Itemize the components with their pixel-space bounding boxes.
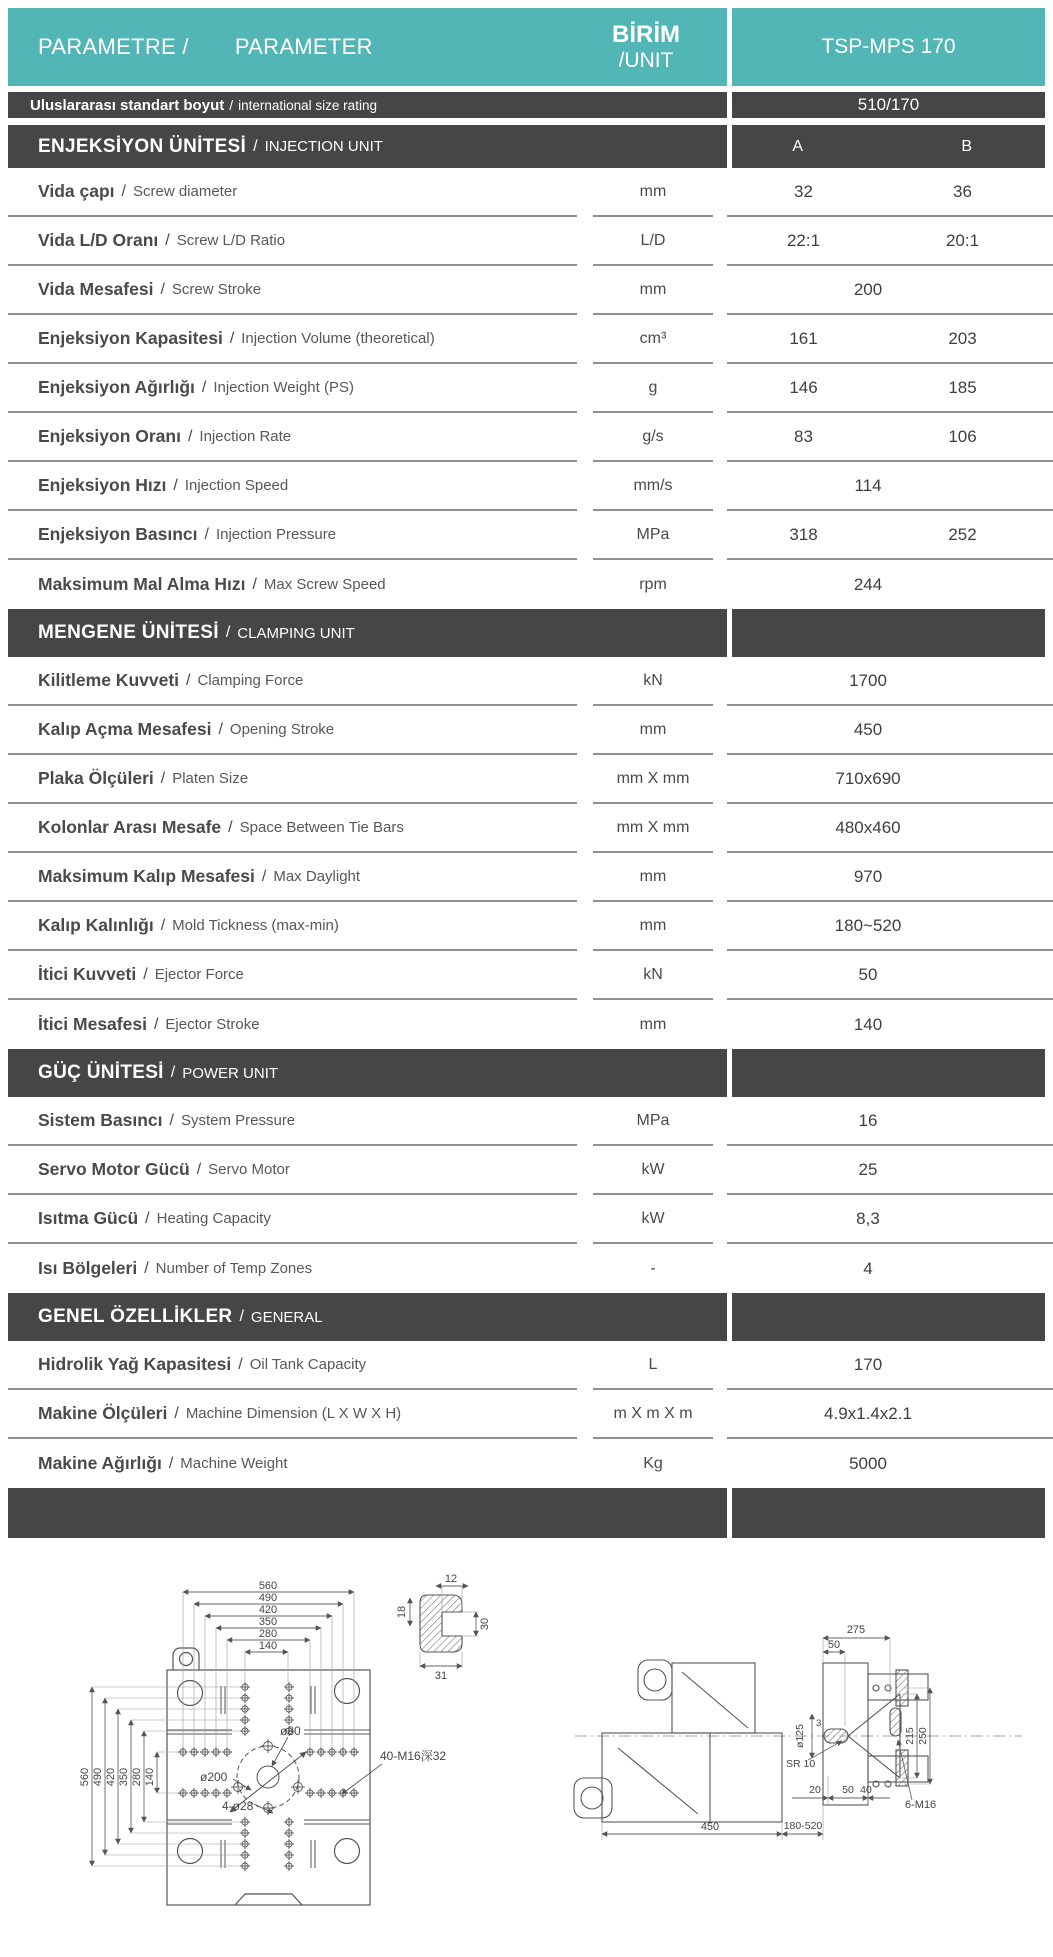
dim-label: 140 — [144, 1767, 156, 1787]
value-span: 4 — [863, 1258, 873, 1278]
table-row: Kilitleme Kuvveti / Clamping Force kN 1700 — [8, 657, 1053, 706]
column-b-header: B — [961, 137, 973, 155]
dim-label: 140 — [258, 1640, 278, 1652]
dim-label: 18 — [396, 1605, 408, 1619]
section-title-tr: ENJEKSİYON ÜNİTESİ — [38, 135, 247, 157]
table-header — [8, 8, 1053, 86]
value-b: 36 — [953, 181, 972, 201]
tslot-detail — [396, 1573, 491, 1682]
table-row: Sistem Basıncı / System Pressure MPa 16 — [8, 1097, 1053, 1146]
side-dims — [602, 1638, 930, 1840]
table-row: Isıtma Gücü / Heating Capacity kW 8,3 — [8, 1195, 1053, 1244]
value-span: 50 — [858, 964, 878, 984]
table-row: Maksimum Kalıp Mesafesi / Max Daylight mm 970 — [8, 853, 1053, 902]
unit-cell: mm — [593, 902, 713, 951]
unit-cell: L/D — [593, 217, 713, 266]
value-span: 5000 — [849, 1453, 887, 1473]
param-label-tr: Kolonlar Arası Mesafe — [38, 817, 222, 837]
param-label-en: Platen Size — [172, 770, 249, 787]
dim-label: 40-M16深32 — [380, 1749, 447, 1763]
unit-cell: L — [593, 1341, 713, 1390]
table-row: Vida çapı / Screw diameter mm 32 36 — [8, 168, 1053, 217]
dim-label: 280 — [258, 1628, 278, 1640]
dim-label: 250 — [917, 1727, 929, 1745]
section-title-tr: GENEL ÖZELLİKLER — [38, 1306, 233, 1327]
label-separator: / — [253, 137, 258, 155]
param-label-tr: İtici Kuvveti — [38, 964, 137, 984]
param-label-tr: Sistem Basıncı — [38, 1110, 163, 1130]
param-label-tr: Servo Motor Gücü — [38, 1159, 190, 1179]
value-span: 16 — [858, 1110, 878, 1130]
table-row: Maksimum Mal Alma Hızı / Max Screw Speed rpm 244 — [8, 560, 1053, 609]
label-separator: / — [239, 1308, 244, 1325]
value-span: 480x460 — [835, 817, 901, 837]
parameter-heading-en: PARAMETER — [234, 34, 373, 59]
dim-label: 50 — [827, 1639, 841, 1651]
param-label-en: Heating Capacity — [156, 1210, 271, 1227]
param-label-en: Screw diameter — [132, 183, 238, 200]
dim-label: 215 — [904, 1727, 916, 1745]
param-label-tr: Enjeksiyon Hızı — [38, 475, 167, 495]
section-title-tr: GÜÇ ÜNİTESİ — [38, 1062, 164, 1083]
table-row: Kolonlar Arası Mesafe / Space Between Tie Bars mm X mm 480x460 — [8, 804, 1053, 853]
parameter-heading-tr: PARAMETRE / — [38, 34, 189, 59]
value-span: 140 — [853, 1014, 883, 1034]
unit-cell: kW — [593, 1146, 713, 1195]
param-label-en: Injection Rate — [199, 428, 292, 445]
param-label-tr: Maksimum Kalıp Mesafesi — [38, 866, 255, 886]
section-header-clamping — [8, 609, 1053, 657]
table-row: Vida Mesafesi / Screw Stroke mm 200 — [8, 266, 1053, 315]
param-label-en: Oil Tank Capacity — [249, 1356, 367, 1373]
value-b: 252 — [948, 524, 977, 544]
unit-cell: kN — [593, 951, 713, 1000]
value-a: 32 — [794, 181, 813, 201]
section-title-en: CLAMPING UNIT — [237, 624, 355, 642]
dim-label: 180-520 — [783, 1820, 823, 1832]
param-label-en: Screw L/D Ratio — [176, 232, 286, 249]
unit-cell: Kg — [643, 1454, 663, 1472]
param-label-tr: Enjeksiyon Kapasitesi — [38, 328, 223, 348]
value-b: 106 — [948, 426, 977, 446]
param-label-en: System Pressure — [180, 1112, 296, 1129]
dim-label: 280 — [131, 1767, 143, 1787]
unit-heading — [571, 22, 727, 72]
dim-label: ø125 — [794, 1724, 806, 1748]
param-label-en: Number of Temp Zones — [155, 1260, 313, 1277]
label-separator: / — [229, 97, 234, 113]
table-row: Vida L/D Oranı / Screw L/D Ratio L/D 22:1 20:1 — [8, 217, 1053, 266]
param-label-en: Injection Pressure — [215, 526, 337, 543]
unit-cell: rpm — [639, 575, 667, 593]
unit-cell: kW — [593, 1195, 713, 1244]
unit-cell: m X m X m — [593, 1390, 713, 1439]
dim-label: 6-M16 — [905, 1799, 937, 1811]
intl-size-label-tr: Uluslararası standart boyut — [30, 96, 225, 114]
dim-label: 350 — [118, 1767, 130, 1787]
param-label-tr: Enjeksiyon Basıncı — [38, 524, 198, 544]
table-row: Enjeksiyon Oranı / Injection Rate g/s 83 106 — [8, 413, 1053, 462]
dim-label: 560 — [79, 1767, 91, 1787]
dim-label: ø80 — [280, 1724, 301, 1738]
param-label-en: Space Between Tie Bars — [239, 819, 404, 836]
table-row: Plaka Ölçüleri / Platen Size mm X mm 710x690 — [8, 755, 1053, 804]
value-span: 970 — [853, 866, 883, 886]
table-row: Enjeksiyon Basıncı / Injection Pressure MPa 318 252 — [8, 511, 1053, 560]
dim-label: 490 — [92, 1767, 104, 1787]
label-separator: / — [170, 1064, 176, 1081]
param-label-en: Clamping Force — [197, 672, 304, 689]
unit-cell: mm/s — [593, 462, 713, 511]
param-label-en: Injection Volume (theoretical) — [241, 330, 435, 347]
table-row: İtici Kuvveti / Ejector Force kN 50 — [8, 951, 1053, 1000]
intl-size-value: 510/170 — [732, 92, 1045, 118]
model-heading: TSP-MPS 170 — [732, 8, 1045, 86]
dim-label: SR 10 — [786, 1758, 816, 1770]
value-span: 4.9x1.4x2.1 — [824, 1403, 912, 1423]
column-a-header: A — [792, 137, 804, 155]
param-label-en: Mold Tickness (max-min) — [172, 917, 339, 934]
section-header-injection — [8, 125, 1053, 168]
value-span: 8,3 — [856, 1208, 880, 1228]
unit-cell: mm X mm — [593, 755, 713, 804]
unit-cell: mm X mm — [593, 804, 713, 853]
param-label-tr: Makine Ölçüleri — [38, 1403, 168, 1423]
param-label-tr: Isı Bölgeleri — [38, 1258, 138, 1278]
value-a: 161 — [789, 328, 818, 348]
dim-label: 275 — [846, 1624, 866, 1636]
platen-outline — [167, 1648, 370, 1905]
table-row: Enjeksiyon Kapasitesi / Injection Volume (theoretical) cm³ 161 203 — [8, 315, 1053, 364]
platen-drawing — [30, 1560, 510, 1955]
value-b: 20:1 — [945, 230, 980, 250]
footer-bar — [8, 1488, 1053, 1538]
unit-cell: g — [593, 364, 713, 413]
dim-label: 420 — [258, 1604, 278, 1616]
dim-label: 490 — [258, 1592, 278, 1604]
param-label-tr: Kilitleme Kuvveti — [38, 670, 180, 690]
header-left-block — [8, 8, 727, 86]
unit-cell: cm³ — [593, 315, 713, 364]
param-label-tr: Vida L/D Oranı — [38, 230, 159, 250]
table-row: Kalıp Açma Mesafesi / Opening Stroke mm 450 — [8, 706, 1053, 755]
param-label-tr: Hidrolik Yağ Kapasitesi — [38, 1354, 232, 1374]
param-label-en: Injection Weight (PS) — [213, 379, 354, 396]
table-row: Enjeksiyon Ağırlığı / Injection Weight (PS) g 146 185 — [8, 364, 1053, 413]
dim-label: 3 — [816, 1718, 822, 1729]
dim-label: 31 — [434, 1670, 448, 1682]
value-span: 450 — [853, 719, 883, 739]
unit-heading-tr: BİRİM — [612, 20, 680, 48]
value-b: 185 — [948, 377, 977, 397]
dim-label: ø200 — [200, 1770, 228, 1784]
param-label-tr: Makine Ağırlığı — [38, 1453, 162, 1473]
table-row: Isı Bölgeleri / Number of Temp Zones - 4 — [8, 1244, 1053, 1293]
value-span: 244 — [853, 574, 883, 594]
param-label-en: Screw Stroke — [171, 281, 262, 298]
param-label-en: Ejector Force — [154, 966, 244, 983]
param-label-en: Injection Speed — [184, 477, 289, 494]
table-row: Kalıp Kalınlığı / Mold Tickness (max-min) mm 180~520 — [8, 902, 1053, 951]
dim-label: 4-ø28 — [222, 1799, 254, 1813]
unit-cell: MPa — [593, 511, 713, 560]
table-row: Makine Ağırlığı / Machine Weight Kg 5000 — [8, 1439, 1053, 1488]
table-row: İtici Mesafesi / Ejector Stroke mm 140 — [8, 1000, 1053, 1049]
value-b: 203 — [948, 328, 977, 348]
param-label-en: Max Screw Speed — [263, 576, 386, 593]
param-label-en: Machine Dimension (L X W X H) — [185, 1405, 402, 1422]
machine-body — [574, 1660, 782, 1822]
param-label-en: Max Daylight — [273, 868, 361, 885]
table-row: Makine Ölçüleri / Machine Dimension (L X W X H) m X m X m 4.9x1.4x2.1 — [8, 1390, 1053, 1439]
unit-cell: mm — [593, 706, 713, 755]
section-title-en: POWER UNIT — [182, 1064, 279, 1082]
param-label-tr: Kalıp Kalınlığı — [38, 915, 154, 935]
param-label-tr: Plaka Ölçüleri — [38, 768, 154, 788]
table-row: Enjeksiyon Hızı / Injection Speed mm/s 114 — [8, 462, 1053, 511]
table-row: Hidrolik Yağ Kapasitesi / Oil Tank Capacity L 170 — [8, 1341, 1053, 1390]
value-span: 710x690 — [835, 768, 901, 788]
unit-cell: mm — [593, 266, 713, 315]
param-label-tr: Isıtma Gücü — [38, 1208, 139, 1228]
section-title-en: INJECTION UNIT — [264, 138, 383, 155]
dim-label: 350 — [258, 1616, 278, 1628]
unit-cell: mm — [593, 853, 713, 902]
unit-cell: kN — [593, 657, 713, 706]
value-span: 114 — [854, 475, 882, 495]
unit-cell: mm — [593, 168, 713, 217]
parameter-heading — [8, 34, 373, 60]
param-label-tr: Enjeksiyon Ağırlığı — [38, 377, 195, 397]
intl-size-label — [8, 92, 727, 118]
param-label-en: Servo Motor — [208, 1161, 290, 1178]
dim-label: 30 — [479, 1617, 491, 1631]
intl-size-row — [8, 92, 1053, 118]
section-title-en: GENERAL — [250, 1308, 323, 1326]
unit-cell: - — [650, 1259, 656, 1277]
side-view-drawing — [560, 1600, 1045, 1900]
param-label-tr: Vida Mesafesi — [38, 279, 154, 299]
dim-label: 50 — [842, 1784, 854, 1796]
value-span: 1700 — [849, 670, 887, 690]
value-a: 146 — [789, 377, 818, 397]
value-a: 318 — [789, 524, 818, 544]
table-row: Servo Motor Gücü / Servo Motor kW 25 — [8, 1146, 1053, 1195]
param-label-tr: Vida çapı — [38, 181, 115, 201]
dim-label: 40 — [860, 1784, 872, 1796]
param-label-tr: Enjeksiyon Oranı — [38, 426, 181, 446]
value-a: 22:1 — [786, 230, 821, 250]
param-label-en: Ejector Stroke — [165, 1016, 260, 1033]
section-header-general — [8, 1293, 1053, 1341]
section-header-power — [8, 1049, 1053, 1097]
dim-label: 20 — [809, 1784, 821, 1796]
dim-label: 12 — [444, 1573, 458, 1585]
dim-label: 420 — [105, 1767, 117, 1787]
param-label-tr: Kalıp Açma Mesafesi — [38, 719, 212, 739]
spec-table — [8, 8, 1053, 1538]
value-span: 170 — [853, 1354, 883, 1374]
param-label-tr: İtici Mesafesi — [38, 1014, 147, 1034]
value-span: 180~520 — [834, 915, 902, 935]
unit-cell: g/s — [593, 413, 713, 462]
param-label-tr: Maksimum Mal Alma Hızı — [38, 574, 246, 594]
value-a: 83 — [794, 426, 813, 446]
value-span: 200 — [853, 279, 883, 299]
dim-label: 560 — [258, 1580, 278, 1592]
param-label-en: Opening Stroke — [229, 721, 335, 738]
dim-label: 450 — [700, 1821, 720, 1833]
unit-heading-en: /UNIT — [618, 48, 674, 72]
value-span: 25 — [858, 1159, 878, 1179]
unit-cell: MPa — [593, 1097, 713, 1146]
label-separator: / — [225, 624, 231, 641]
param-label-en: Machine Weight — [180, 1455, 288, 1472]
unit-cell: mm — [639, 1015, 667, 1033]
section-title-tr: MENGENE ÜNİTESİ — [38, 622, 219, 643]
intl-size-label-en: international size rating — [238, 97, 377, 113]
